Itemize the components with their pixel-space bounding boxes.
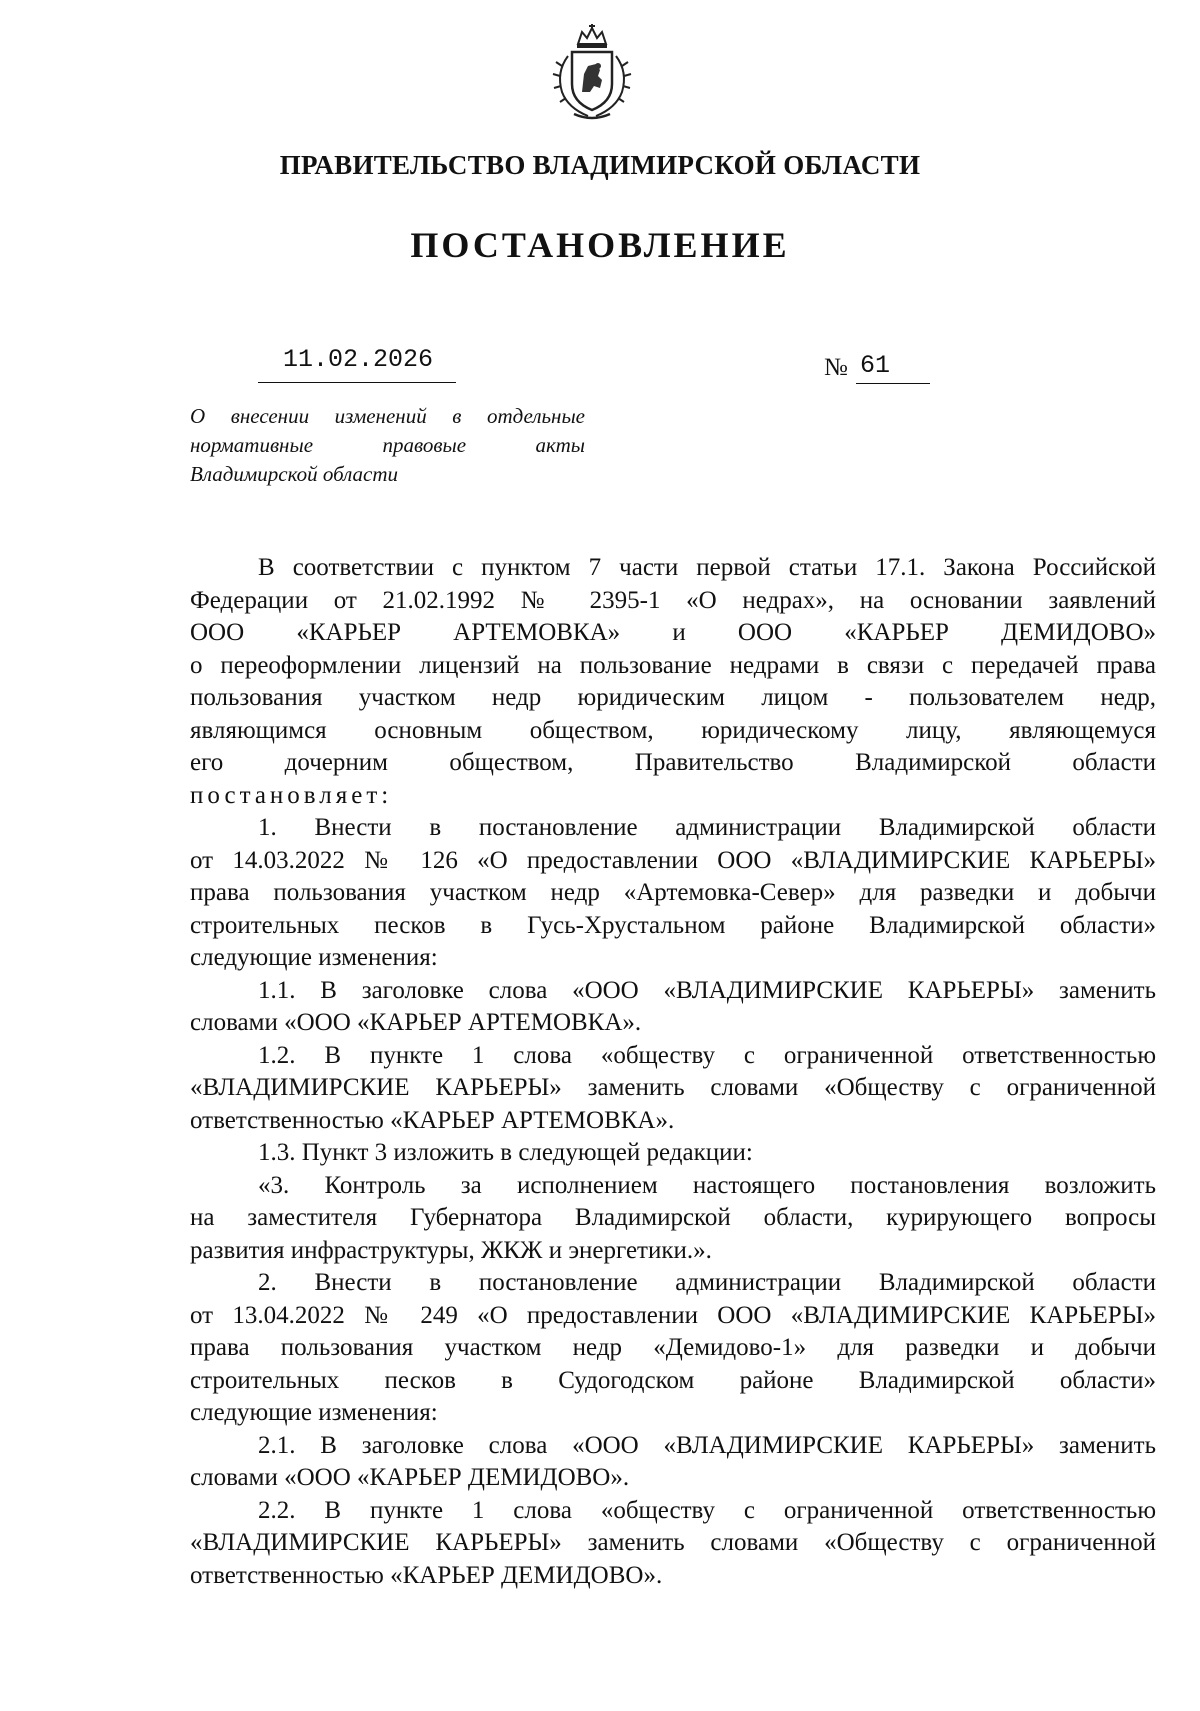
document-body	[190, 552, 1156, 1592]
body-line: словами «ООО «КАРЬЕР ДЕМИДОВО».	[190, 1464, 630, 1491]
body-line: следующие изменения:	[190, 1399, 438, 1426]
body-line: пользования участком недр юридическим лицом - пользователем недр,	[190, 684, 1156, 711]
body-line: строительных песков в Судогодском районе Владимирской области»	[190, 1366, 1156, 1394]
body-line: «ВЛАДИМИРСКИЕ КАРЬЕРЫ» заменить словами «Обществу с ограниченной	[190, 1529, 1156, 1556]
body-line: развития инфраструктуры, ЖКЖ и энергетики.».	[190, 1236, 712, 1264]
document-date: 11.02.2026	[282, 345, 434, 374]
body-line: его дочерним обществом, Правительство Владимирской области	[190, 749, 1156, 776]
body-line: 1.3. Пункт 3 изложить в следующей редакции:	[258, 1139, 753, 1166]
body-line: Федерации от 21.02.1992 № 2395-1 «О недрах», на основании заявлений	[190, 586, 1156, 614]
document-number: 61	[860, 351, 891, 380]
body-line: права пользования участком недр «Демидово-1» для разведки и добычи	[190, 1334, 1156, 1361]
body-line: строительных песков в Гусь-Хрустальном районе Владимирской области»	[190, 911, 1156, 939]
body-line: следующие изменения:	[190, 944, 438, 971]
body-line: 2.2. В пункте 1 слова «обществу с ограниченной ответственностью	[258, 1496, 1156, 1524]
body-line: о переоформлении лицензий на пользование недрами в связи с передачей права	[190, 651, 1156, 679]
number-underline	[856, 383, 930, 384]
document-type-title: ПОСТАНОВЛЕНИЕ	[410, 225, 790, 265]
body-line: являющимся основным обществом, юридическому лицу, являющемуся	[190, 716, 1156, 744]
body-line: права пользования участком недр «Артемовка-Север» для разведки и добычи	[190, 879, 1156, 906]
subject-line: Владимирской области	[190, 462, 399, 486]
body-line: на заместителя Губернатора Владимирской области, курирующего вопросы	[190, 1204, 1156, 1231]
body-line: от 13.04.2022 № 249 «О предоставлении ООО «ВЛАДИМИРСКИЕ КАРЬЕРЫ»	[190, 1301, 1156, 1329]
body-line: 2.1. В заголовке слова «ООО «ВЛАДИМИРСКИЕ КАРЬЕРЫ» заменить	[258, 1431, 1156, 1459]
document-subject	[190, 402, 585, 489]
number-sign: №	[824, 354, 848, 381]
body-line: 1.2. В пункте 1 слова «обществу с ограниченной ответственностью	[258, 1041, 1156, 1069]
body-line: словами «ООО «КАРЬЕР АРТЕМОВКА».	[190, 1009, 642, 1036]
body-line: В соответствии с пунктом 7 части первой статьи 17.1. Закона Российской	[258, 554, 1156, 581]
body-line: 1. Внести в постановление администрации Владимирской области	[258, 814, 1156, 841]
body-line: 2. Внести в постановление администрации Владимирской области	[258, 1269, 1156, 1296]
body-line: от 14.03.2022 № 126 «О предоставлении ООО «ВЛАДИМИРСКИЕ КАРЬЕРЫ»	[190, 846, 1156, 874]
body-line: постановляет:	[190, 781, 393, 809]
body-line: «3. Контроль за исполнением настоящего постановления возложить	[258, 1171, 1156, 1199]
date-underline	[258, 382, 456, 383]
body-line: ответственностью «КАРЬЕР АРТЕМОВКА».	[190, 1106, 675, 1134]
body-line: ООО «КАРЬЕР АРТЕМОВКА» и ООО «КАРЬЕР ДЕМИДОВО»	[190, 619, 1156, 646]
body-line: «ВЛАДИМИРСКИЕ КАРЬЕРЫ» заменить словами «Обществу с ограниченной	[190, 1074, 1156, 1101]
subject-line: нормативные правовые акты	[190, 433, 585, 457]
organization-title: ПРАВИТЕЛЬСТВО ВЛАДИМИРСКОЙ ОБЛАСТИ	[279, 150, 921, 180]
body-line: 1.1. В заголовке слова «ООО «ВЛАДИМИРСКИЕ КАРЬЕРЫ» заменить	[258, 976, 1156, 1004]
subject-line: О внесении изменений в отдельные	[190, 404, 585, 428]
body-line: ответственностью «КАРЬЕР ДЕМИДОВО».	[190, 1561, 663, 1589]
coat-of-arms-icon	[544, 22, 640, 122]
